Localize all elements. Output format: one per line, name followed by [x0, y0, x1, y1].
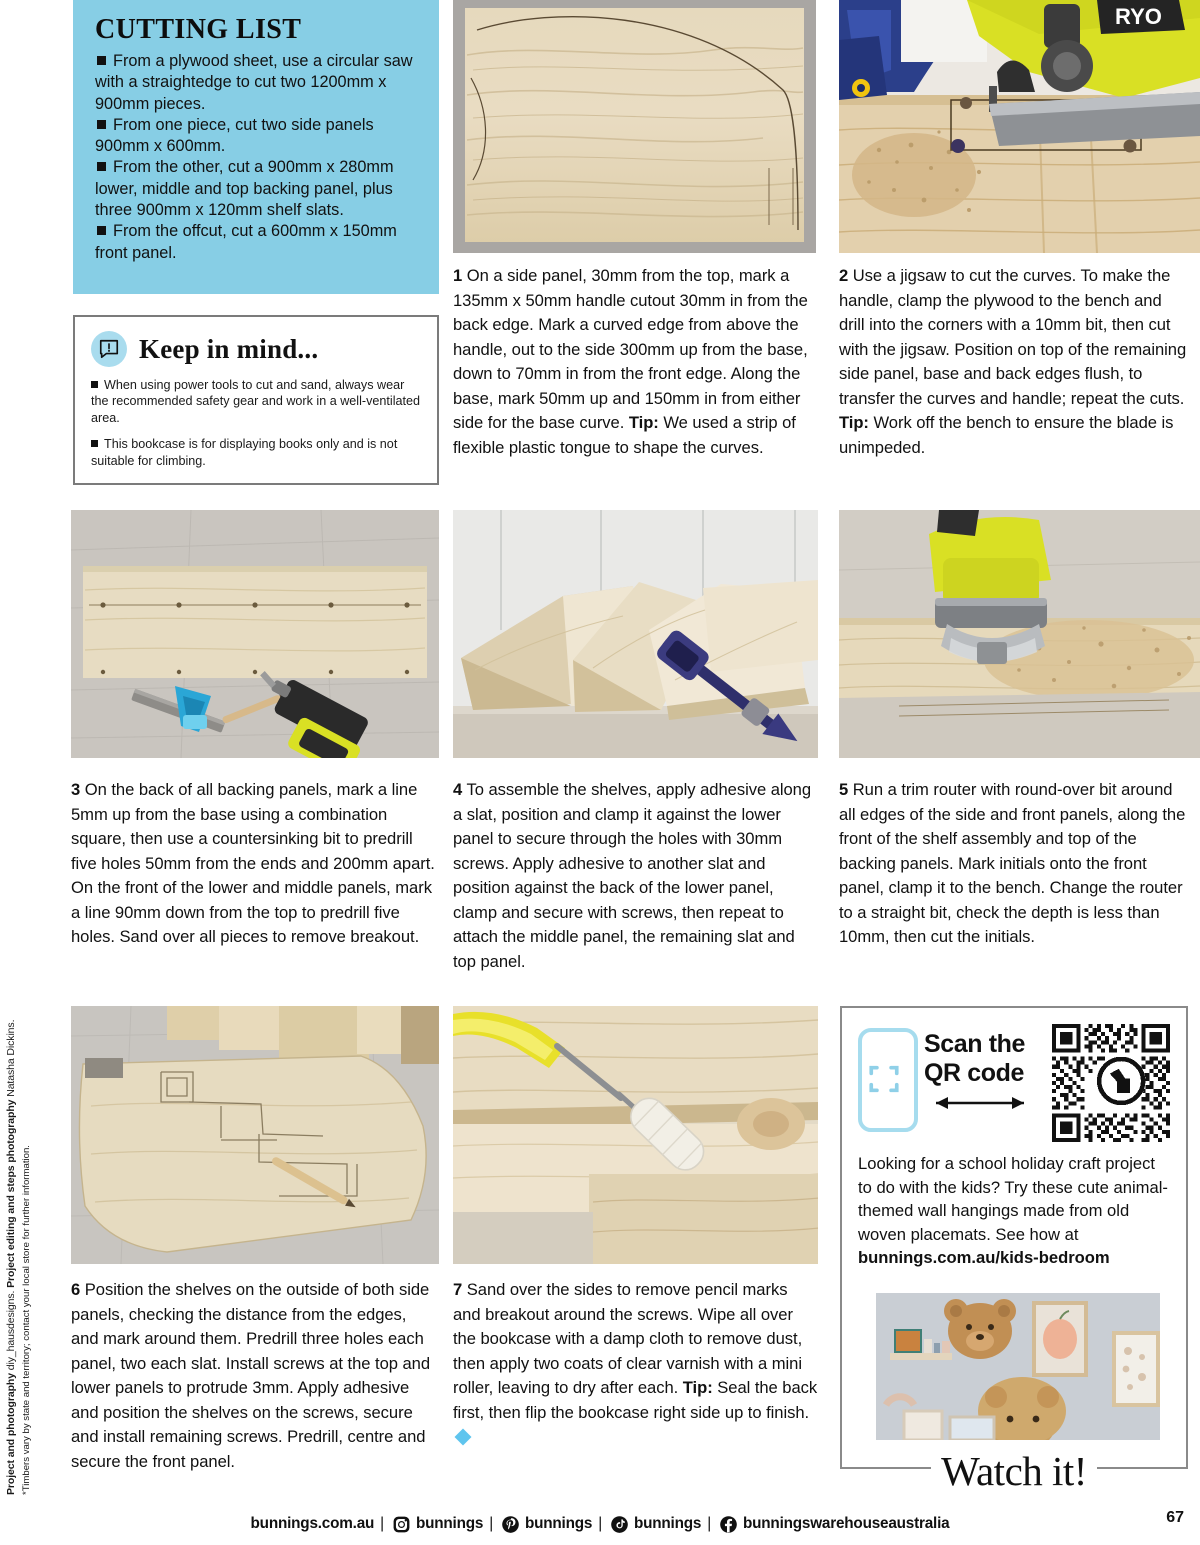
cutting-list-item-text: From the offcut, cut a 600mm x 150mm front panel.	[95, 222, 397, 262]
keep-in-mind-item-text: When using power tools to cut and sand, always wear the recommended safety gear and work in a well-ventilated area.	[91, 378, 421, 425]
qr-promo-body	[858, 1152, 1170, 1270]
step-number: 6	[71, 1280, 81, 1299]
step-photo-6	[71, 1006, 439, 1264]
page-footer	[0, 1508, 1200, 1540]
step-tip-label: Tip:	[628, 413, 659, 432]
double-headed-arrow-icon	[924, 1094, 1046, 1114]
keep-in-mind-item	[91, 436, 421, 469]
credit-bold-a: Project and photography	[5, 1373, 17, 1495]
photo-credit-strip	[0, 955, 34, 1495]
tiktok-icon[interactable]	[610, 1515, 629, 1534]
credit-text-b: Natasha Dickins.	[5, 1019, 17, 1100]
step-body: Position the shelves on the outside of both side panels, checking the distance from the edges, and mark around them. Predrill three holes each panel, two each slat. Install screws at the top and lower panels to protrude 3mm. Apply adhesive and position the shelves on the screws, secure and install remaining screws. Predrill, centre and secure the front panel.	[71, 1280, 431, 1471]
footer-website[interactable]: bunnings.com.au	[250, 1515, 375, 1532]
watch-it-rule-left	[840, 1467, 931, 1469]
bullet-square-icon	[97, 226, 106, 235]
step-body: Use a jigsaw to cut the curves. To make the handle, clamp the plywood to the bench and drill into the corners with a 10mm bit, then cut with the jigsaw. Position on top of the remaining side panel, base and back edges flush, to transfer the curves and handle; repeat the cuts.	[839, 266, 1187, 408]
keep-in-mind-item	[91, 377, 421, 426]
footer-separator: |	[489, 1515, 493, 1532]
step-photo-7	[453, 1006, 818, 1264]
bullet-square-icon	[97, 56, 106, 65]
svg-text:RYO: RYO	[1115, 4, 1162, 29]
pinterest-icon[interactable]	[501, 1515, 520, 1534]
step-number: 5	[839, 780, 849, 799]
cutting-list-item-text: From a plywood sheet, use a circular saw with a straightedge to cut two 1200mm x 900mm pieces.	[95, 52, 413, 113]
footer-separator: |	[380, 1515, 384, 1532]
bullet-square-icon	[91, 440, 98, 447]
watch-it-label: Watch it!	[941, 1447, 1087, 1494]
step-tip-label: Tip:	[682, 1378, 713, 1397]
step-text-2	[839, 264, 1187, 460]
end-of-article-diamond-icon	[455, 1429, 472, 1446]
footer-handle-tiktok[interactable]: bunnings	[633, 1515, 702, 1532]
phone-scan-icon	[858, 1028, 918, 1132]
footer-separator: |	[707, 1515, 711, 1532]
step-photo-5	[839, 510, 1200, 758]
step-text-1	[453, 264, 818, 460]
step-tip-text: We used a strip of flexible plastic tongue to shape the curves.	[453, 413, 796, 457]
facebook-icon[interactable]	[719, 1515, 738, 1534]
timber-disclaimer: *Timbers vary by state and territory; contact your local store for further information.	[21, 1145, 32, 1495]
qr-promo-body-text: Looking for a school holiday craft project to do with the kids? Try these cute animal-themed wall hangings made from old woven placemats. See how at	[858, 1154, 1168, 1244]
scan-text-block	[924, 1022, 1046, 1114]
credit-text-a: diy_hausdesigns.	[5, 1287, 17, 1374]
step-text-6	[71, 1278, 437, 1474]
svg-text:ONE+: ONE+	[1149, 34, 1172, 43]
cutting-list-item	[95, 157, 419, 221]
scan-line-2: QR code	[924, 1059, 1024, 1087]
step-body: To assemble the shelves, apply adhesive along a slat, position and clamp it against the lower panel to secure through the holes with 30mm screws. Apply adhesive to another slat and position against the back of the lower panel, clamp and secure with screws, then repeat to attach the middle panel, the remaining slat and top panel.	[453, 780, 812, 971]
step-text-7	[453, 1278, 819, 1450]
promo-image-kids-bedroom	[876, 1293, 1160, 1440]
cutting-list-item	[95, 51, 419, 115]
credit-bold-b: Project editing and steps photography	[5, 1099, 17, 1288]
step-photo-3	[71, 510, 439, 758]
step-number: 7	[453, 1280, 463, 1299]
step-body: Run a trim router with round-over bit around all edges of the side and front panels, along the front of the shelf assembly and top of the backing panels. Mark initials onto the front panel, clamp it to the bench. Change the router to a straight bit, check the depth is less than 10mm, then cut the initials.	[839, 780, 1186, 946]
instagram-icon[interactable]	[392, 1515, 411, 1534]
step-tip-label: Tip:	[839, 413, 869, 432]
page-number: 67	[1166, 1509, 1184, 1526]
photo-credit-line	[4, 955, 19, 1495]
cutting-list-item	[95, 115, 419, 158]
cutting-list-item-text: From one piece, cut two side panels 900mm x 600mm.	[95, 115, 374, 156]
step-photo-4	[453, 510, 818, 758]
step-tip-text: Work off the bench to ensure the blade is unimpeded.	[839, 413, 1174, 457]
footer-handle-instagram[interactable]: bunnings	[415, 1515, 484, 1532]
scan-line-1: Scan the	[924, 1030, 1025, 1058]
keep-in-mind-header	[91, 331, 421, 367]
step-number: 3	[71, 780, 81, 799]
step-text-3	[71, 778, 437, 950]
cutting-list-item-text: From the other, cut a 900mm x 280mm lower, middle and top backing panel, plus three 900mm x 120mm shelf slats.	[95, 158, 394, 220]
step-photo-1	[453, 0, 816, 253]
footer-separator: |	[598, 1515, 602, 1532]
keep-in-mind-item-text: This bookcase is for displaying books only and is not suitable for climbing.	[91, 437, 398, 468]
step-text-5	[839, 778, 1187, 950]
footer-handle-facebook[interactable]: bunningswarehouseaustralia	[743, 1515, 950, 1532]
step-number: 4	[453, 780, 463, 799]
keep-in-mind-title: Keep in mind...	[139, 333, 319, 364]
cutting-list-title: CUTTING LIST	[95, 14, 302, 45]
qr-promo-link[interactable]: bunnings.com.au/kids-bedroom	[858, 1248, 1110, 1267]
step-number: 1	[453, 266, 463, 285]
bullet-square-icon	[97, 120, 106, 129]
step-tip-text: Seal the back first, then flip the bookcase right side up to finish.	[453, 1378, 818, 1422]
cutting-list-panel	[73, 0, 439, 294]
bullet-square-icon	[91, 381, 98, 388]
step-body: On the back of all backing panels, mark a line 5mm up from the base using a combination square, then use a countersinking bit to predrill five holes 50mm from the ends and 200mm apart. On the front of the lower and middle panels, mark a line 90mm down from the top to predrill five holes. Sand over all pieces to remove breakout.	[71, 780, 435, 946]
step-photo-2	[839, 0, 1200, 253]
watch-it-row	[840, 1437, 1188, 1499]
step-number: 2	[839, 266, 849, 285]
step-text-4	[453, 778, 819, 974]
bullet-square-icon	[97, 162, 106, 171]
speech-bubble-exclamation-icon	[91, 331, 127, 367]
qr-promo-header	[858, 1022, 1170, 1142]
step-body: Sand over the sides to remove pencil marks and breakout around the screws. Wipe all over the bookcase with a damp cloth to remove dust, then apply two coats of clear varnish with a mini roller, leaving to dry after each.	[453, 1280, 803, 1397]
watch-it-rule-right	[1097, 1467, 1188, 1469]
step-body: On a side panel, 30mm from the top, mark a 135mm x 50mm handle cutout 30mm in from the back edge. Mark a curved edge from above the handle, out to the side 300mm up from the base, down to 70mm in from the front edge. Along the base, mark 50mm up and 150mm in from either side for the base curve.	[453, 266, 808, 432]
qr-code[interactable]	[1052, 1024, 1170, 1142]
keep-in-mind-box	[73, 315, 439, 485]
cutting-list-item	[95, 221, 419, 264]
footer-handle-pinterest[interactable]: bunnings	[524, 1515, 593, 1532]
